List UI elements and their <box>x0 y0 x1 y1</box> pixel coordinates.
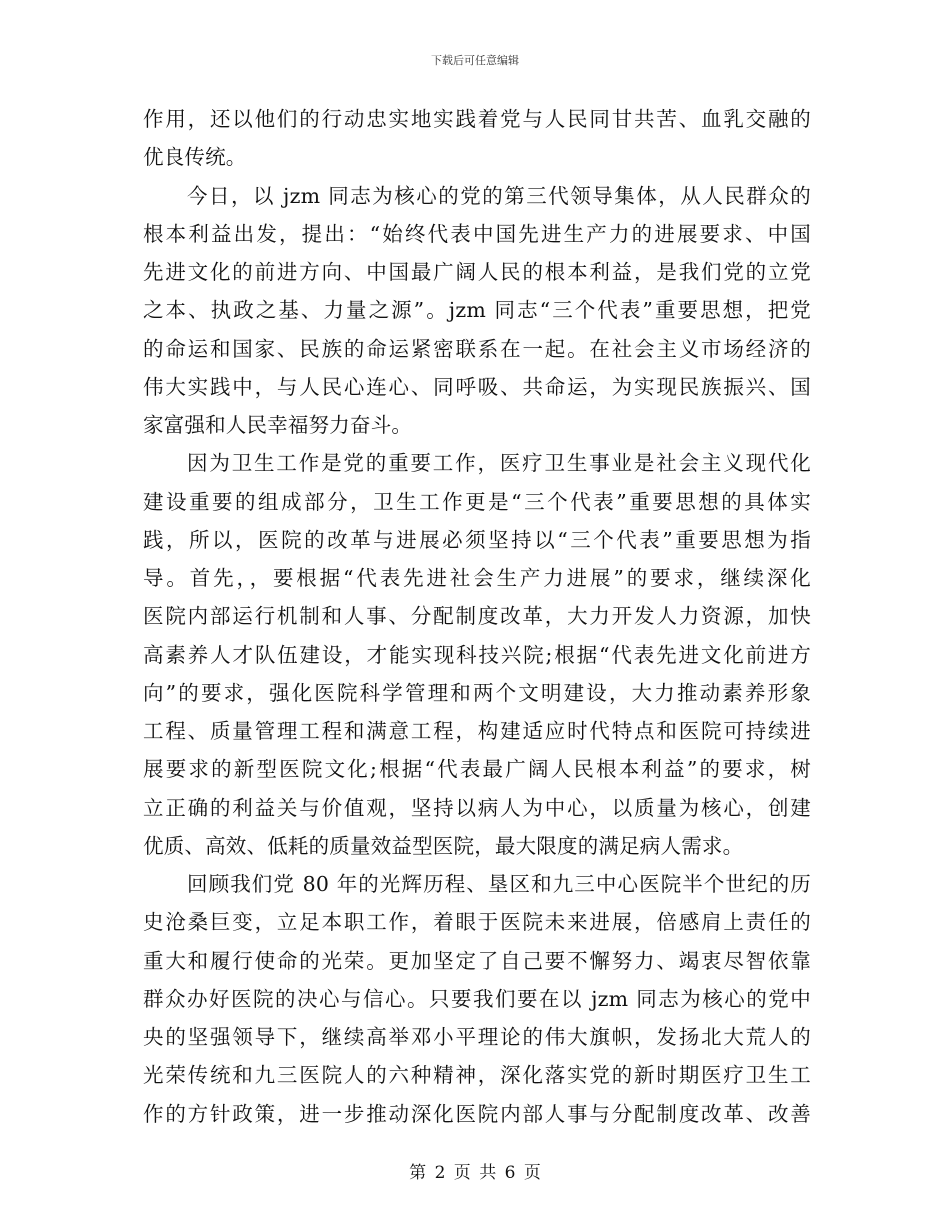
page-header: 下载后可任意编辑 <box>431 54 519 67</box>
text-line: 建设重要的组成部分，卫生工作更是“三个代表”重要思想的具体实 <box>143 489 811 514</box>
text-line: 之本、执政之基、力量之源”。jzm 同志“三个代表”重要思想，把党 <box>143 298 811 323</box>
text-line: 作用，还以他们的行动忠实地实践着党与人民同甘共苦、血乳交融的 <box>143 107 811 131</box>
text-line: 向”的要求，强化医院科学管理和两个文明建设，大力推动素养形象 <box>143 680 811 705</box>
text-line: 优良传统。 <box>143 145 247 170</box>
text-line: 展要求的新型医院文化;根据“代表最广阔人民根本利益”的要求，树 <box>143 757 811 782</box>
text-line: 医院内部运行机制和人事、分配制度改革，大力开发人力资源，加快 <box>143 604 811 629</box>
text-line: 群众办好医院的决心与信心。只要我们要在以 jzm 同志为核心的党中 <box>143 986 811 1011</box>
text-line: 央的坚强领导下，继续高举邓小平理论的伟大旗帜，发扬北大荒人的 <box>143 1025 811 1049</box>
text-line: 优质、高效、低耗的质量效益型医院，最大限度的满足病人需求。 <box>143 833 744 858</box>
text-line: 作的方针政策，进一步推动深化医院内部人事与分配制度改革、改善 <box>143 1101 811 1126</box>
text-line: 高素养人才队伍建设，才能实现科技兴院;根据“代表先进文化前进方 <box>143 642 811 667</box>
text-line: 工程、质量管理工程和满意工程，构建适应时代特点和医院可持续进 <box>143 719 811 743</box>
text-line: 光荣传统和九三医院人的六种精神，深化落实党的新时期医疗卫生工 <box>143 1063 811 1088</box>
text-line: 因为卫生工作是党的重要工作，医疗卫生事业是社会主义现代化 <box>187 451 811 476</box>
text-line: 史沧桑巨变，立足本职工作，着眼于医院未来进展，倍感肩上责任的 <box>143 910 811 935</box>
text-line: 伟大实践中，与人民心连心、同呼吸、共命运，为实现民族振兴、国 <box>143 374 811 399</box>
page-number: 第 2 页 共 6 页 <box>409 1163 541 1183</box>
text-line: 立正确的利益关与价值观，坚持以病人为中心，以质量为核心，创建 <box>143 795 811 820</box>
document-body <box>143 100 811 1133</box>
text-line: 践，所以，医院的改革与进展必须坚持以“三个代表”重要思想为指 <box>143 527 811 552</box>
text-line: 的命运和国家、民族的命运紧密联系在一起。在社会主义市场经济的 <box>143 336 811 361</box>
text-line: 导。首先，，要根据“代表先进社会生产力进展”的要求，继续深化 <box>143 566 811 590</box>
text-line: 家富强和人民幸福努力奋斗。 <box>143 413 413 437</box>
text-line: 今日，以 jzm 同志为核心的党的第三代领导集体，从人民群众的 <box>187 183 811 208</box>
text-line: 回顾我们党 80 年的光辉历程、垦区和九三中心医院半个世纪的历 <box>187 872 811 896</box>
text-line: 根本利益出发，提出：“始终代表中国先进生产力的进展要求、中国 <box>143 221 811 246</box>
text-line: 先进文化的前进方向、中国最广阔人民的根本利益，是我们党的立党 <box>143 260 811 284</box>
text-line: 重大和履行使命的光荣。更加坚定了自己要不懈努力、竭衷尽智依靠 <box>143 948 811 973</box>
